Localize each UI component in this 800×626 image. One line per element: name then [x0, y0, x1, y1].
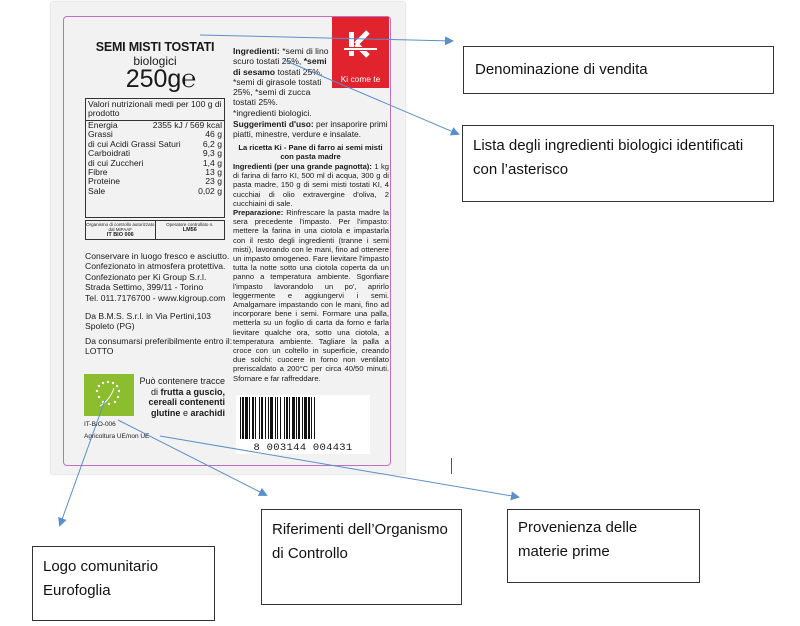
allergen-and: e	[182, 407, 188, 418]
ingredients-sesame: *semi di sesamo	[233, 56, 327, 77]
callout-denominazione: Denominazione di vendita	[463, 46, 774, 94]
ingredients-part1: *semi di lino scuro tostati 25%,	[233, 46, 329, 67]
ingredients-part2: tostati 25%, *semi di girasole tostati 25%, *semi di zucca tostati 25%.	[233, 66, 323, 108]
nutrition-label: Sale	[88, 185, 106, 196]
nutrition-label: Carboidrati	[88, 148, 131, 159]
origin-text: Agricoltura UE/non UE	[84, 433, 150, 440]
product-weight: 250g℮	[125, 65, 197, 93]
recipe-ingredients: 1 kg di farina di farro KI, 500 ml di acqua, 300 g di pasta madre, 150 g di semi misti tostati KI, 4 cucchiai di olio extravergine d'oliva, 2 cucchiaini di sale.	[233, 162, 389, 208]
callout-riferimenti: Riferimenti dell’Organismo di Controllo	[261, 509, 462, 605]
control-body-code: IT BIO 006	[106, 232, 134, 238]
nutrition-value: 2355 kJ / 569 kcal	[152, 120, 222, 130]
nutrition-label: di cui Acidi Grassi Saturi	[88, 138, 181, 149]
product-subtitle: biologici	[133, 54, 177, 68]
brand-name: Ki come te	[340, 74, 381, 84]
recipe-prep-label: Preparazione:	[233, 208, 284, 218]
ingredients-label: Ingredienti:	[233, 46, 280, 56]
allergen-peanuts: arachidi	[190, 407, 225, 418]
recipe-title: La ricetta Ki - Pane di farro ai semi misti con pasta madre	[238, 143, 383, 161]
nutrition-value: 1,4 g	[202, 157, 222, 168]
bio-code: IT-BIO-006	[84, 421, 116, 428]
operator-code: LM56	[182, 227, 197, 233]
allergen-intro: Può contenere tracce di	[139, 376, 225, 397]
nutrition-heading: Valori nutrizionali medi per 100 g di prodotto	[86, 99, 224, 121]
arrow-provenienza	[160, 436, 518, 497]
nutrition-value: 13 g	[205, 167, 222, 178]
nutrition-label: Proteine	[88, 176, 121, 187]
producer-line: Da B.M.S. S.r.l. in Via Pertini,103	[85, 311, 211, 321]
usage-text: per insaporire primi piatti, minestre, verdure e insalate.	[233, 119, 388, 139]
nutrition-value: 23 g	[205, 176, 222, 187]
nutrition-label: Grassi	[88, 129, 113, 140]
arrow-logo	[60, 400, 105, 525]
usage-label: Suggerimenti d'uso:	[233, 119, 314, 129]
nutrition-value: 46 g	[205, 129, 222, 140]
nutrition-label: Energia	[88, 120, 118, 130]
callout-ingredienti: Lista degli ingredienti biologici identificati con l’asterisco	[462, 125, 774, 202]
nutrition-label: di cui Zuccheri	[88, 157, 144, 168]
operator-label: Operatore controllato n.	[166, 222, 214, 227]
ingredients-note: *ingredienti biologici.	[233, 107, 312, 118]
product-title: SEMI MISTI TOSTATI	[95, 40, 215, 54]
nutrition-value: 0,02 g	[198, 185, 222, 196]
callout-provenienza: Provenienza delle materie prime	[507, 509, 700, 583]
arrow-ingredienti	[284, 60, 458, 134]
expiry-line: Da consumarsi preferibilmente entro il:	[85, 336, 233, 346]
barcode-number: 8 003144 004431	[236, 442, 370, 454]
recipe-ingredients-label: Ingredienti (per una grande pagnotta):	[233, 162, 372, 171]
lot-line: LOTTO	[85, 346, 114, 357]
storage-line: Strada Settimo, 399/11 - Torino	[85, 282, 204, 293]
arrow-denominazione	[200, 35, 452, 41]
recipe-prep: Rinfrescare la pasta madre la sera precedente l'impasto. Per l'impasto: mettere la farina in una ciotola e impastarla con il resto degli ingredienti (tranne i semi misti), lavorando con le mani, fino ad ottenere un impasto omogeneo. Fare lievitare l'impasto tutta la notte sotto una ciotola coperta da un panno a temperatura ambiente. Sgonfiare l'impasto lavorandolo un po', aprirlo leggermente e aggiungervi i semi. Amalgamare impastando con le mani, fino ad incorporare bene i semi. Formare una palla, metterla su un foglio di carta da forno e farla lievitare qualche ora, sotto una ciotola, a temperatura ambiente. Tagliare la palla a croce con un coltello in superficie, creando due solchi: cuocere in forno non ventilato preriscaldato a 200°C per circa 40/50 minuti. Sfornare e far raffreddare.	[233, 208, 389, 383]
storage-line: Confezionato per Ki Group S.r.l.	[85, 271, 207, 282]
producer-line: Spoleto (PG)	[85, 321, 135, 332]
allergen-nuts: frutta a guscio, cereali contenenti glutine	[148, 386, 225, 418]
nutrition-value: 6,2 g	[202, 138, 222, 149]
storage-line: Confezionato in atmosfera protettiva.	[85, 261, 226, 272]
arrow-riferimenti	[118, 420, 266, 495]
nutrition-label: Fibre	[88, 167, 108, 178]
nutrition-value: 9,3 g	[202, 148, 222, 159]
storage-line: Conservare in luogo fresco e asciutto.	[85, 251, 230, 261]
storage-line: Tel. 011.7176700 - www.kigroup.com	[85, 292, 226, 303]
control-body-label: Organismo di controllo autorizzato dal MiPAAF	[86, 222, 155, 232]
callout-logo: Logo comunitario Eurofoglia	[32, 546, 215, 621]
